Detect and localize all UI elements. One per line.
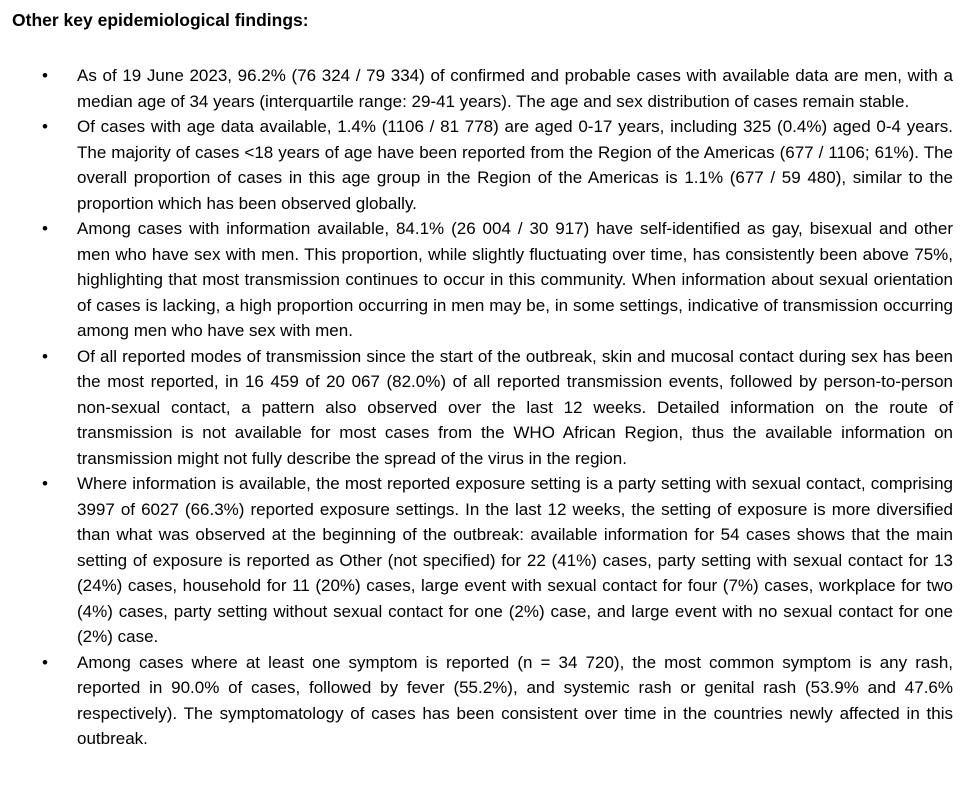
finding-item — [0, 114, 969, 216]
finding-item — [0, 216, 969, 344]
finding-item — [0, 650, 969, 752]
finding-item — [0, 344, 969, 472]
finding-text: Where information is available, the most reported exposure setting is a party setting with sexual contact, comprising 3997 of 6027 (66.3%) reported exposure settings. In the last 12 weeks, the setting of exposure is more diversified than what was observed at the beginning of the outbreak: available information for 54 cases shows that the main setting of exposure is reported as Other (not specified) for 22 (41%) cases, party setting with sexual contact for 13 (24%) cases, household for 11 (20%) cases, large event with sexual contact for four (7%) cases, workplace for two (4%) cases, party setting without sexual contact for one (2%) case, and large event with no sexual contact for one (2%) case. — [77, 474, 953, 646]
finding-text: Among cases where at least one symptom is reported (n = 34 720), the most common symptom is any rash, reported in 90.0% of cases, followed by fever (55.2%), and systemic rash or genital rash (53.9% and 47.6% respectively). The symptomatology of cases has been consistent over time in the countries newly affected in this outbreak. — [77, 652, 953, 748]
finding-item — [0, 471, 969, 650]
findings-list — [0, 63, 969, 752]
finding-text: As of 19 June 2023, 96.2% (76 324 / 79 334) of confirmed and probable cases with available data are men, with a median age of 34 years (interquartile range: 29-41 years). The age and sex distribution of cases remain stable. — [77, 66, 953, 111]
bullet-icon: • — [42, 346, 48, 366]
bullet-icon: • — [42, 219, 48, 238]
finding-text: Of cases with age data available, 1.4% (1106 / 81 778) are aged 0-17 years, including 325 (0.4%) aged 0-4 years. The majority of cases <18 years of age have been reported from the Region of the Americas (677 / 1106; 61%). The overall proportion of cases in this age group in the Region of the Americas is 1.1% (677 / 59 480), similar to the proportion which has been observed globally. — [77, 117, 953, 213]
finding-text: Of all reported modes of transmission since the start of the outbreak, skin and mucosal contact during sex has been the most reported, in 16 459 of 20 067 (82.0%) of all reported transmission events, followed by person-to-person non-sexual contact, a pattern also observed over the last 12 weeks. Detailed information on the route of transmission is not available for most cases from the WHO African Region, thus the available information on transmission might not fully describe the spread of the virus in the region. — [77, 346, 953, 468]
bullet-icon: • — [42, 474, 48, 493]
finding-text: Among cases with information available, 84.1% (26 004 / 30 917) have self-identified as gay, bisexual and other men who have sex with men. This proportion, while slightly fluctuating over time, has consistently been above 75%, highlighting that most transmission continues to occur in this community. When information about sexual orientation of cases is lacking, a high proportion occurring in men may be, in some settings, indicative of transmission occurring among men who have sex with men. — [77, 219, 953, 340]
finding-item — [0, 63, 969, 114]
bullet-icon: • — [42, 652, 48, 672]
bullet-icon: • — [42, 66, 48, 85]
bullet-icon: • — [42, 117, 48, 136]
section-heading: Other key epidemiological findings: — [12, 10, 309, 30]
